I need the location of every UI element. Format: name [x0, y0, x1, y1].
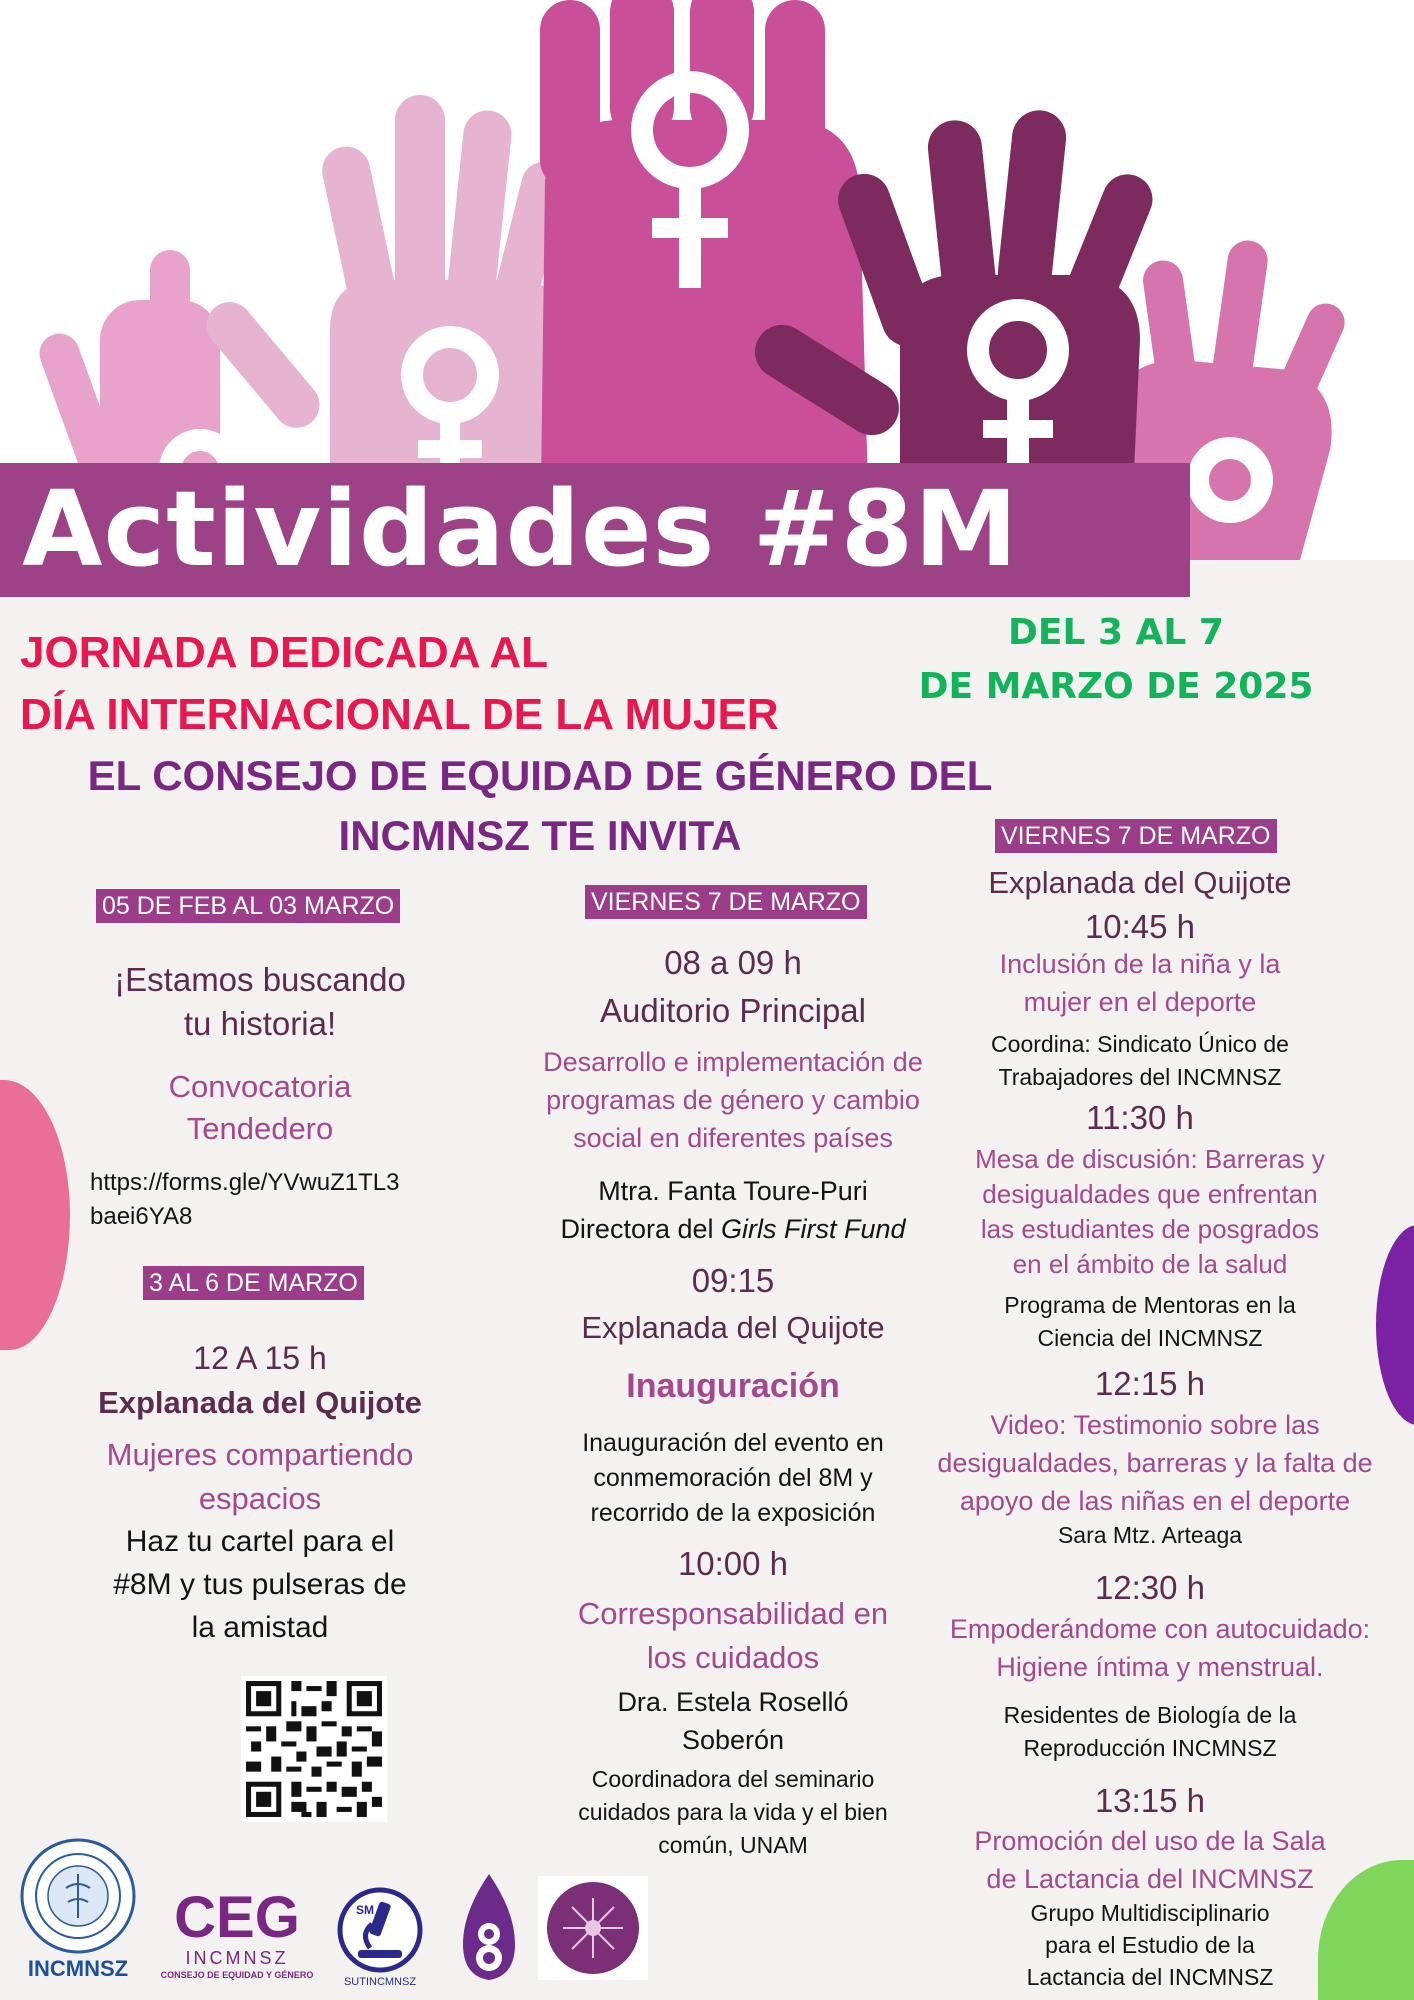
- coordinator: Coordina: Sindicato Único de Trabajadores del INCMNSZ: [991, 1031, 1289, 1090]
- event-dates: DEL 3 AL 7 DE MARZO DE 2025: [918, 612, 1314, 707]
- date-badge: 05 DE FEB AL 03 MARZO: [96, 889, 400, 923]
- speaker: Dra. Estela Roselló Soberón: [617, 1687, 849, 1755]
- fund-name: Girls First Fund: [721, 1214, 906, 1244]
- session-time: 12:30 h: [1094, 1569, 1206, 1606]
- session-time: 12 A 15 h: [193, 1340, 327, 1376]
- session-place: Explanada del Quijote: [581, 1310, 885, 1345]
- activity-title: Corresponsabilidad en los cuidados: [577, 1596, 889, 1675]
- convocatoria-title: Convocatoria Tendedero: [168, 1069, 352, 1146]
- invitation-heading: EL CONSEJO DE EQUIDAD DE GÉNERO DEL INCMNSZ TE INVITA: [87, 752, 993, 859]
- star-emblem-icon: [538, 1876, 648, 1980]
- incmnsz-logo: INCMNSZ: [18, 1836, 138, 1986]
- activity-title: Video: Testimonio sobre las desigualdades, barreras y la falta de apoyo de las niñas en el deporte: [937, 1410, 1373, 1516]
- activity-title: Mujeres compartiendo espacios: [106, 1437, 414, 1516]
- activity-title: Empoderándome con autocuidado: Higiene íntima y menstrual.: [949, 1614, 1371, 1682]
- speaker: Mtra. Fanta Toure-Puri Directora del Girls First Fund: [560, 1176, 906, 1244]
- coordinator: Grupo Multidisciplinario para el Estudio de la Lactancia del INCMNSZ: [1026, 1900, 1274, 1990]
- session-time: 08 a 09 h: [664, 944, 802, 981]
- session-place: Explanada del Quijote: [988, 865, 1292, 900]
- activity-description: Haz tu cartel para el #8M y tus pulseras de la amistad: [113, 1525, 407, 1644]
- ceg-logo: CEG INCMNSZ CONSEJO DE EQUIDAD Y GÉNERO: [160, 1885, 314, 1980]
- session-place: Auditorio Principal: [600, 992, 866, 1029]
- page-title: Actividades #8M: [22, 468, 1019, 590]
- session-time: 09:15: [691, 1262, 775, 1299]
- decorative-blob-purple: [1376, 1225, 1414, 1425]
- session-time: 11:30 h: [1086, 1099, 1194, 1136]
- activity-title: Mesa de discusión: Barreras y desigualdades que enfrentan las estudiantes de posgrados en el ámbito de la salud: [975, 1144, 1325, 1279]
- qr-code[interactable]: [241, 1676, 387, 1822]
- activity-title: Desarrollo e implementación de programas de género y cambio social en diferentes países: [543, 1047, 923, 1153]
- date-badge: VIERNES 7 DE MARZO: [995, 819, 1277, 853]
- activity-description: Inauguración del evento en conmemoración del 8M y recorrido de la exposición: [582, 1429, 884, 1527]
- coordinator: Programa de Mentoras en la Ciencia del INCMNSZ: [1004, 1292, 1296, 1351]
- activity-title: Inclusión de la niña y la mujer en el deporte: [999, 949, 1281, 1017]
- speaker-role: Coordinadora del seminario cuidados para la vida y el bien común, UNAM: [578, 1766, 888, 1858]
- decorative-blob-pink: [0, 1080, 70, 1350]
- coordinator: Sara Mtz. Arteaga: [1057, 1522, 1243, 1548]
- session-time: 10:45 h: [1084, 908, 1196, 945]
- session-time: 10:00 h: [677, 1545, 789, 1582]
- date-badge: VIERNES 7 DE MARZO: [585, 885, 867, 919]
- session-time: 13:15 h: [1094, 1782, 1206, 1819]
- activity-title: Promoción del uso de la Sala de Lactancia del INCMNSZ: [974, 1826, 1326, 1894]
- jornada-heading: JORNADA DEDICADA AL DÍA INTERNACIONAL DE LA MUJER: [20, 628, 779, 739]
- 8m-flame-logo: [455, 1872, 523, 1982]
- logo-sm-text: SM: [356, 1903, 374, 1917]
- form-link[interactable]: https://forms.gle/YVwuZ1TL3 baei6YA8: [90, 1169, 400, 1230]
- microscope-icon: [332, 1884, 428, 1974]
- organization-logo-circle: [538, 1876, 648, 1980]
- session-time: 12:15 h: [1094, 1365, 1206, 1402]
- historia-heading: ¡Estamos buscando tu historia!: [114, 961, 406, 1042]
- coordinator: Residentes de Biología de la Reproducción INCMNSZ: [1003, 1702, 1297, 1761]
- inauguration-title: Inauguración: [626, 1367, 840, 1405]
- date-badge: 3 AL 6 DE MARZO: [143, 1266, 364, 1300]
- incmnsz-seal-icon: [18, 1836, 138, 1956]
- sutincmnsz-logo: SM SUTINCMNSZ: [332, 1884, 428, 1992]
- session-place: Explanada del Quijote: [98, 1385, 422, 1420]
